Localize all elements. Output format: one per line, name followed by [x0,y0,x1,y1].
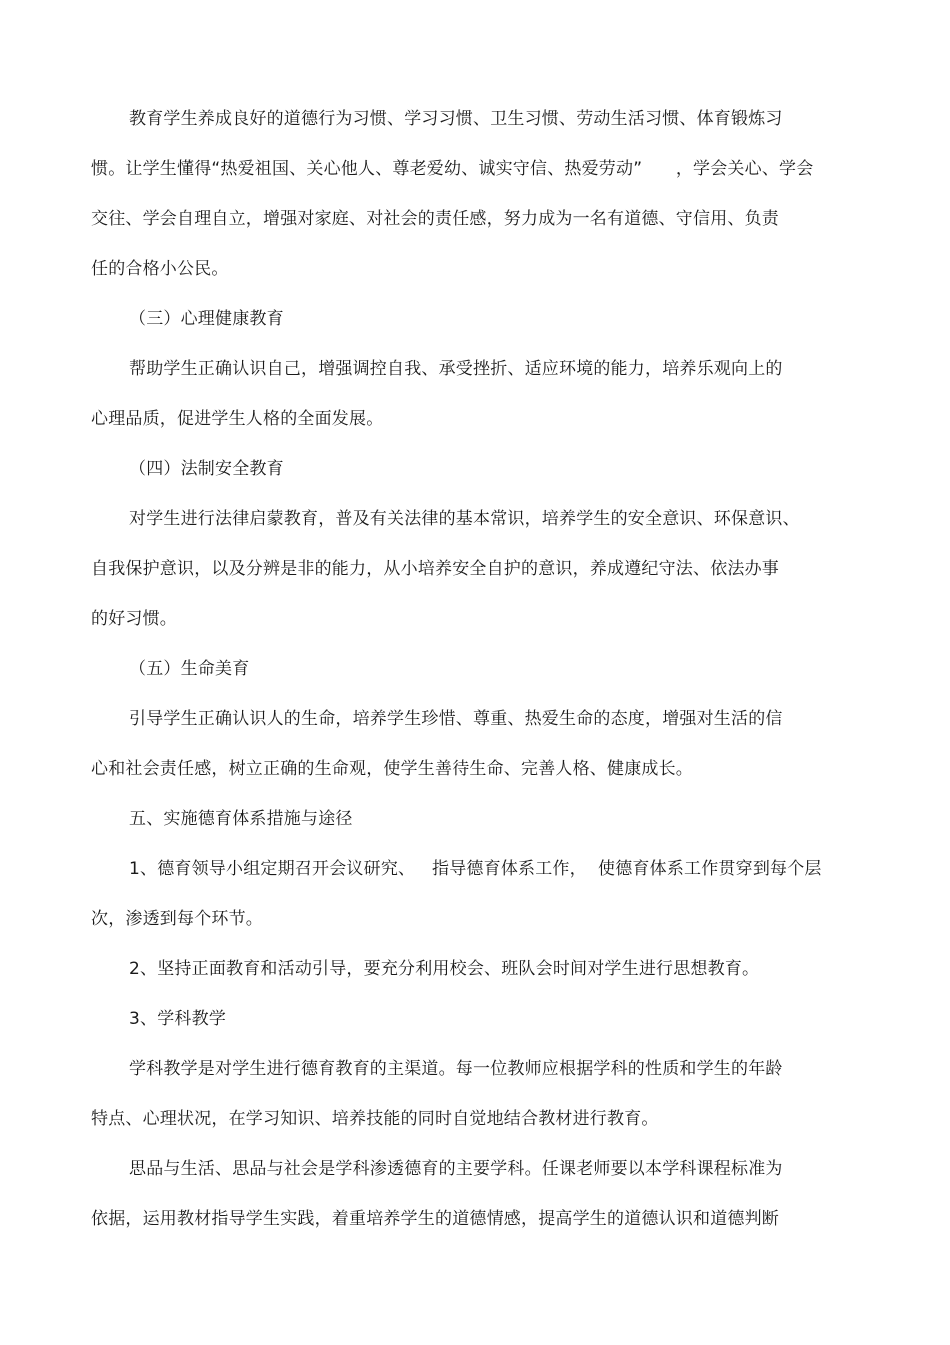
paragraph-line: 自我保护意识，以及分辨是非的能力，从小培养安全自护的意识，养成遵纪守法、依法办事 [91,559,779,579]
paragraph-line: 1、德育领导小组定期召开会议研究、 指导德育体系工作， 使德育体系工作贯穿到每个层 [129,859,822,879]
paragraph-line: 惯。让学生懂得“热爱祖国、关心他人、尊老爱幼、诚实守信、热爱劳动” ，学会关心、学会 [91,159,814,179]
section-heading: （四）法制安全教育 [129,459,284,479]
paragraph-line: 的好习惯。 [91,609,177,629]
paragraph-line: 帮助学生正确认识自己，增强调控自我、承受挫折、适应环境的能力，培养乐观向上的 [129,359,783,379]
paragraph-line: 任的合格小公民。 [91,259,229,279]
paragraph-line: 心理品质，促进学生人格的全面发展。 [91,409,384,429]
paragraph-line: 心和社会责任感，树立正确的生命观，使学生善待生命、完善人格、健康成长。 [91,759,693,779]
paragraph-line: 2、坚持正面教育和活动引导，要充分利用校会、班队会时间对学生进行思想教育。 [129,959,760,979]
section-heading: 3、学科教学 [129,1009,227,1029]
paragraph-line: 依据，运用教材指导学生实践，着重培养学生的道德情感，提高学生的道德认识和道德判断 [91,1209,779,1229]
section-heading: （五）生命美育 [129,659,250,679]
paragraph-line: 次，渗透到每个环节。 [91,909,263,929]
paragraph-line: 教育学生养成良好的道德行为习惯、学习习惯、卫生习惯、劳动生活习惯、体育锻炼习 [129,109,783,129]
paragraph-line: 引导学生正确认识人的生命，培养学生珍惜、尊重、热爱生命的态度，增强对生活的信 [129,709,783,729]
section-heading: 五、实施德育体系措施与途径 [129,809,353,829]
paragraph-line: 思品与生活、思品与社会是学科渗透德育的主要学科。任课老师要以本学科课程标准为 [129,1159,783,1179]
paragraph-line: 特点、心理状况，在学习知识、培养技能的同时自觉地结合教材进行教育。 [91,1109,659,1129]
paragraph-line: 交往、学会自理自立，增强对家庭、对社会的责任感，努力成为一名有道德、守信用、负责 [91,209,779,229]
paragraph-line: 学科教学是对学生进行德育教育的主渠道。每一位教师应根据学科的性质和学生的年龄 [129,1059,783,1079]
section-heading: （三）心理健康教育 [129,309,284,329]
paragraph-line: 对学生进行法律启蒙教育，普及有关法律的基本常识，培养学生的安全意识、环保意识、 [129,509,800,529]
